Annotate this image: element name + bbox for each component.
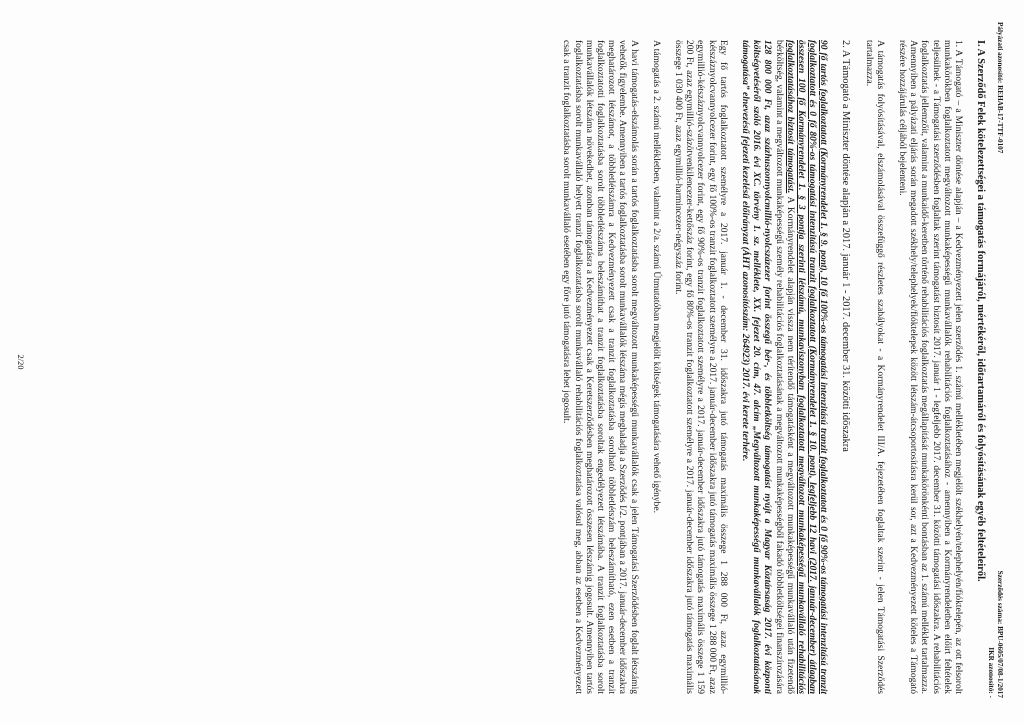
paragraph-3: 2. A Támogató a Miniszter döntése alapján a 2017. január 1 - 2017. december 31. közötti időszakra <box>840 40 852 452</box>
paragraph-4-support-detail: 90 fő tartós foglalkoztatott (Kormányrendelet 1. § 9. pont), 10 fő 100%-os támogatási intenzitású tranzit foglalkoztatott és 0 fő 90%-os támogatási intenzitású tranzit foglalkoztatott és 0 fő 80%-os támogatási intenzitású tranzit foglalkoztatott (Kormányrendelet 1. § 10. pont), legfeljebb 12 havi (2017. január-december) átlagban összesen 100 fő Kormányrendelet 1. § 3 pontja szerinti létszámú, munkaviszonyban foglalkoztatott megváltozott munkaképességű munkavállaló rehabilitációs foglalkoztatásához biztosít támogatást. <box>784 40 829 694</box>
paragraph-4-legal-basis: A Kormányrendelet alapján vissza nem térítendő támogatásként a megváltozott munkaképességű munkavállaló után fizetendő bérköltség, valamint a megváltozott munkaképességű személy rehabilitációs foglalkoztatásának a megváltozott munkaképességből fakadó többletköltségei finanszírozására <box>773 40 795 694</box>
paragraph-4 <box>739 40 829 694</box>
section-title: I. A Szerződő Felek kötelezettségei a támogatás formájáról, mértékéről, időtartamáról és folyósításának egyéb feltételeiről. <box>975 40 986 582</box>
header-contract-info <box>986 571 1004 698</box>
paragraph-1: 1. A Támogató – a Miniszter döntése alapján – a Kedvezményezett jelen szerződés 1. számú mellékletében megjelölt székhelyén/telephelyén/fióktelepén, az ott felsorolt munkakörökben foglalkoztatott megváltozott munkaképességű munkavállalók rehabilitációs foglalkoztatásához - amennyiben a Kormányrendeletben előírt feltételek teljesülnek - a Támogatási szerződésben foglaltak szerint támogatást biztosít 2017. január 1 - legfeljebb 2017. december 31. közötti támogatási időszakra. A rehabilitációs foglalkoztatás jellemzőit, valamint a munkaidő-keretben történő rehabilitációs foglalkoztatás megállapítását munkakörönkénti bontásban az 1. számú melléklet tartalmazza. Amennyiben a pályázati eljárás során megadott székhely/telephelyek/fióktelepek között létszám-átcsoportosításra kerül sor, azt a Kedvezményezett köteles a Támogató részére hozzájárulás céljából bejelenteni. <box>896 40 963 694</box>
document-body <box>549 40 986 694</box>
paragraph-2: A támogatás folyósításával, elszámolásával összefüggő részletes szabályokat - a Kormányrendelet III/A. fejezetében foglaltak szerint - jelen Támogatási Szerződés tartalmazza. <box>863 40 885 694</box>
header-ikr-id: IKR azonosító: - <box>987 647 995 698</box>
paragraph-4-amount: 128 800 000 Ft, azaz százhuszonnyolcmillió-nyolcszázezer forint összegű bér-, és többletköltség támogatást nyújt a Magyar Köztársaság 2017. évi központi költségvetéséről szóló 2016. évi XC. törvény 1. sz. melléklete, XX. fejezet 20. cím, 47. alcím „Megváltozott munkaképességű munkavállalók foglalkoztatásának támogatása” elnevezésű fejezeti kezelésű előirányzat (ÁHT azonosítószám: 264923) 2017. évi kerete terhére. <box>739 40 773 694</box>
paragraph-5: Egy fő tartós foglalkoztatott személyre a 2017. január 1. - december 31. időszakra jutó támogatás maximális összege 1 288 000 Ft, azaz egymillió-kétszáznyolcvannyolcezer forint, egy fő 100%-os tranzit foglalkoztatott személyre a 2017. január-december időszakra jutó támogatás maximális összege 1 288 000 Ft, azaz egymillió-kétszáznyolcvannyolcezer forint, egy fő 90%-os tranzit foglalkoztatott személyre a 2017. január-december időszakra jutó támogatás maximális összege 1 159 200 Ft, azaz egymillió-százötvenkilencezer-kettőszáz forint, egy fő 80%-os tranzit foglalkoztatott személyre a 2017. január-december időszakra jutó támogatás maximális összege 1 030 400 Ft, azaz egymillió-harmincezer-négyszáz forint. <box>672 40 728 694</box>
header-application-id: Pályázati azonosító: REHAB-17-TTF-0107 <box>996 22 1004 154</box>
paragraph-7: A havi támogatás-elszámolás során a tartós foglalkoztatásba sorolt megváltozott munkaképességű munkavállalók csak a jelen Támogatási Szerződésben foglalt létszámig vehetők figyelembe. Amennyiben a tartós foglalkoztatásba sorolt munkavállalók létszáma mégis meghaladja a Szerződés I/2. pontjában a 2017. január-december időszakra meghatározott létszámot, a többletlétszámra a Kedvezményezett csak a tranzit foglalkoztatásba sorolható többletlétszám beleszámítható, ezen esetben a tranzit foglalkoztatotti foglalkoztatásba sorolt többletlétszáma beleszámíthat a tranzit foglalkoztatásba soroltak engedélyezett létszámába. A tranzit foglalkoztatásba sorolt munkavállalók létszáma növekedhet, azonban támogatásra a Kedvezményezett csak a Keretszerződésben meghatározott összesen létszámig jogosult. Amennyiben tartós foglalkoztatásba sorolt munkavállaló helyett tranzit foglalkoztatásba sorolt munkavállaló rehabilitációs foglalkoztatása valósul meg, abban az esetben a Kedvezményezett csak a tranzit foglalkoztatásba sorolt munkavállaló esetében egy főre jutó támogatásra lehet jogosult. <box>561 40 639 694</box>
header-contract-number: Szerződés száma: BPU-0605/07/08-1/2017 <box>996 570 1004 698</box>
paragraph-6: A támogatás a 2. számú mellékletben, valamint a 2/a. számú Útmutatóban megjelölt költségek támogatására vehető igénybe. <box>650 40 661 514</box>
page-number: 2/20 <box>16 354 26 370</box>
